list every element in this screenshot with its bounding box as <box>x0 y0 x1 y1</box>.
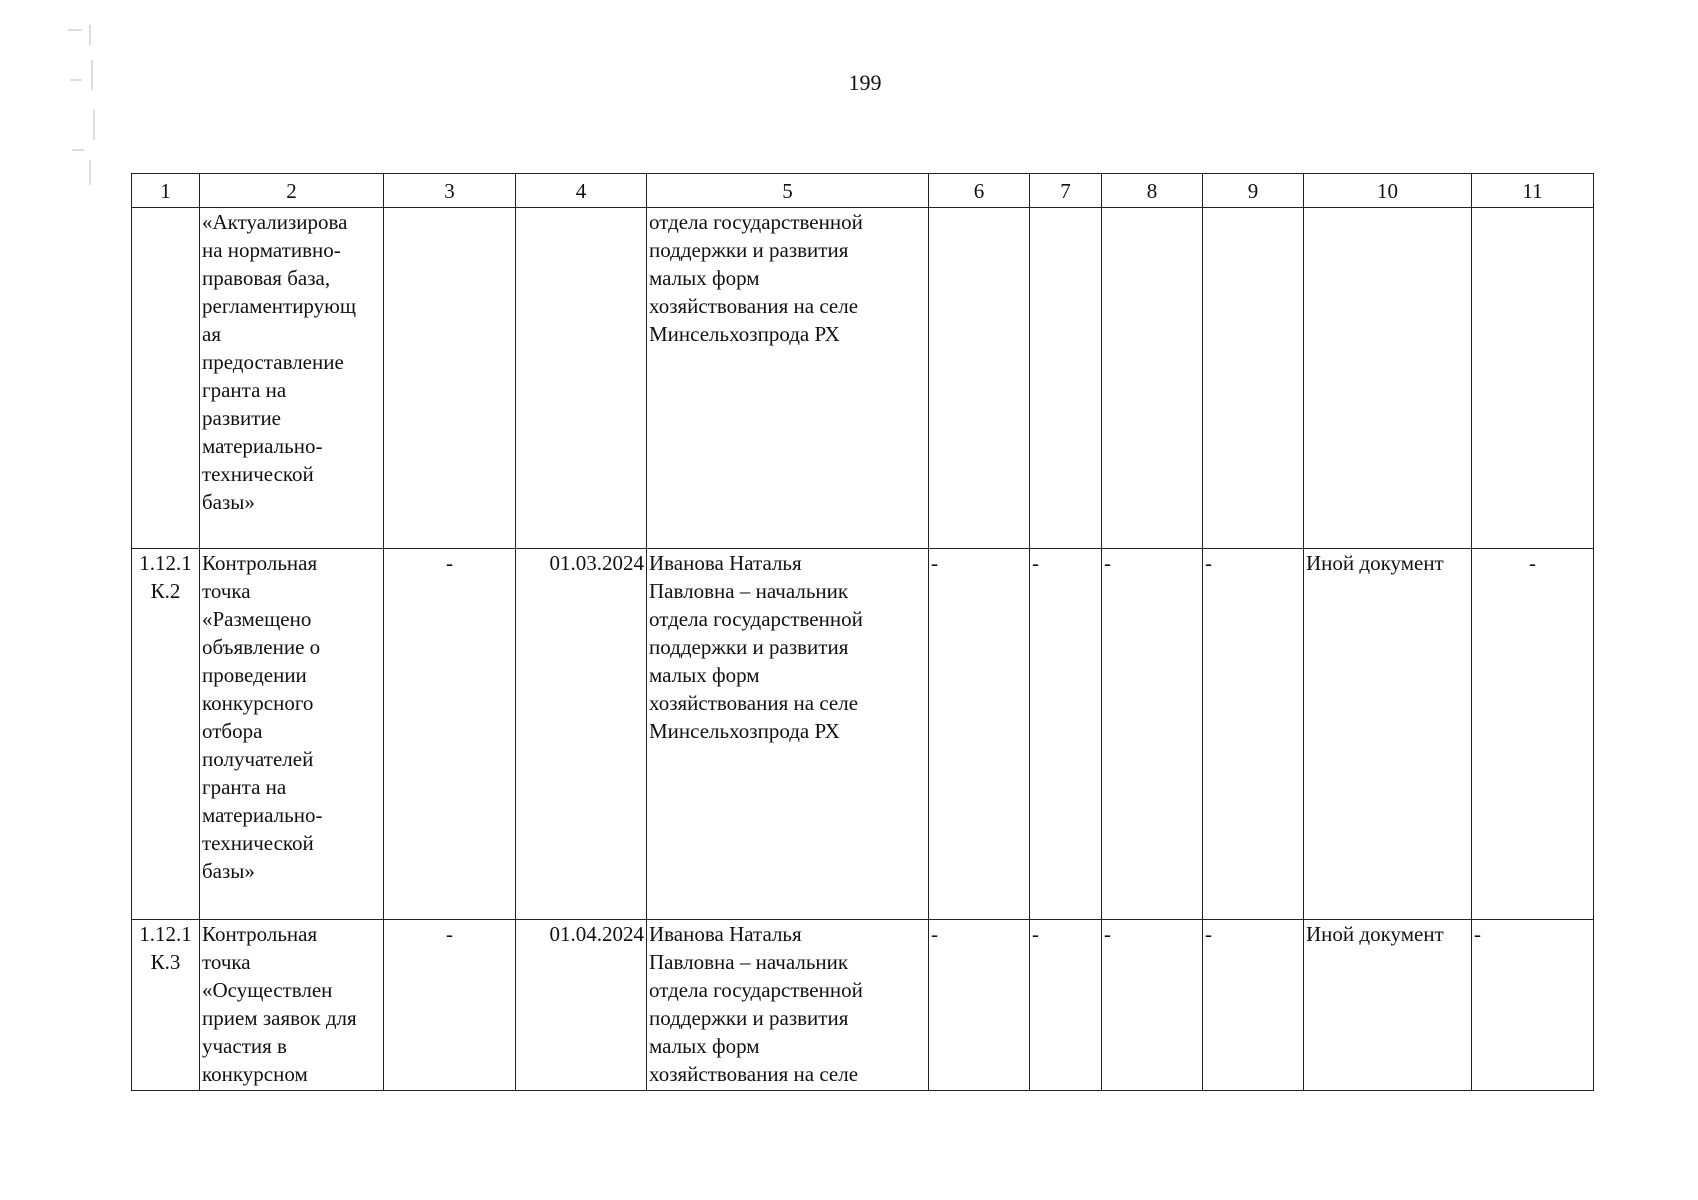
column-header: 8 <box>1102 174 1203 208</box>
table-cell: - <box>1472 549 1594 920</box>
table-cell <box>1102 208 1203 549</box>
page-number: 199 <box>848 70 882 95</box>
date-cell: 01.04.2024 <box>516 920 647 1091</box>
scan-artifact-marks <box>60 20 100 230</box>
column-header: 7 <box>1030 174 1102 208</box>
table-cell: - <box>1203 549 1304 920</box>
document-table <box>131 173 1594 1091</box>
column-header: 4 <box>516 174 647 208</box>
event-name-cell: Контрольная точка «Осуществлен прием заявок для участия в конкурсном <box>200 920 384 1091</box>
responsible-cell: Иванова Наталья Павловна – начальник отдела государственной поддержки и развития малых форм хозяйствования на селе <box>647 920 929 1091</box>
column-header: 11 <box>1472 174 1594 208</box>
document-type-cell <box>1304 208 1472 549</box>
table-cell <box>384 208 516 549</box>
table-cell <box>1030 208 1102 549</box>
column-header: 6 <box>929 174 1030 208</box>
row-number-cell: 1.12.1 К.3 <box>132 920 200 1091</box>
table-cell <box>929 208 1030 549</box>
table-cell: - <box>929 549 1030 920</box>
document-type-cell: Иной документ <box>1304 920 1472 1091</box>
responsible-cell: Иванова Наталья Павловна – начальник отдела государственной поддержки и развития малых форм хозяйствования на селе Минсельхозпрода РХ <box>647 549 929 920</box>
column-header: 5 <box>647 174 929 208</box>
table-cell <box>1203 208 1304 549</box>
table-cell: - <box>384 920 516 1091</box>
column-header: 3 <box>384 174 516 208</box>
table-cell: - <box>1102 549 1203 920</box>
table-cell: - <box>929 920 1030 1091</box>
table-row <box>132 549 1594 920</box>
date-cell: 01.03.2024 <box>516 549 647 920</box>
event-name-cell: «Актуализирова на нормативно- правовая база, регламентирующ ая предоставление гранта на развитие материально- технической базы» <box>200 208 384 549</box>
responsible-cell: отдела государственной поддержки и развития малых форм хозяйствования на селе Минсельхозпрода РХ <box>647 208 929 549</box>
row-number-cell <box>132 208 200 549</box>
table-cell: - <box>1472 920 1594 1091</box>
column-header: 1 <box>132 174 200 208</box>
column-header: 9 <box>1203 174 1304 208</box>
row-number-cell: 1.12.1 К.2 <box>132 549 200 920</box>
date-cell <box>516 208 647 549</box>
table-cell: - <box>1203 920 1304 1091</box>
document-type-cell: Иной документ <box>1304 549 1472 920</box>
table-row <box>132 208 1594 549</box>
table-cell: - <box>1030 920 1102 1091</box>
event-name-cell: Контрольная точка «Размещено объявление о проведении конкурсного отбора получателей гранта на материально- технической базы» <box>200 549 384 920</box>
table-cell: - <box>384 549 516 920</box>
table-row <box>132 920 1594 1091</box>
table-header-row <box>132 174 1594 208</box>
table-cell <box>1472 208 1594 549</box>
table-cell: - <box>1030 549 1102 920</box>
column-header: 10 <box>1304 174 1472 208</box>
column-header: 2 <box>200 174 384 208</box>
table-cell: - <box>1102 920 1203 1091</box>
